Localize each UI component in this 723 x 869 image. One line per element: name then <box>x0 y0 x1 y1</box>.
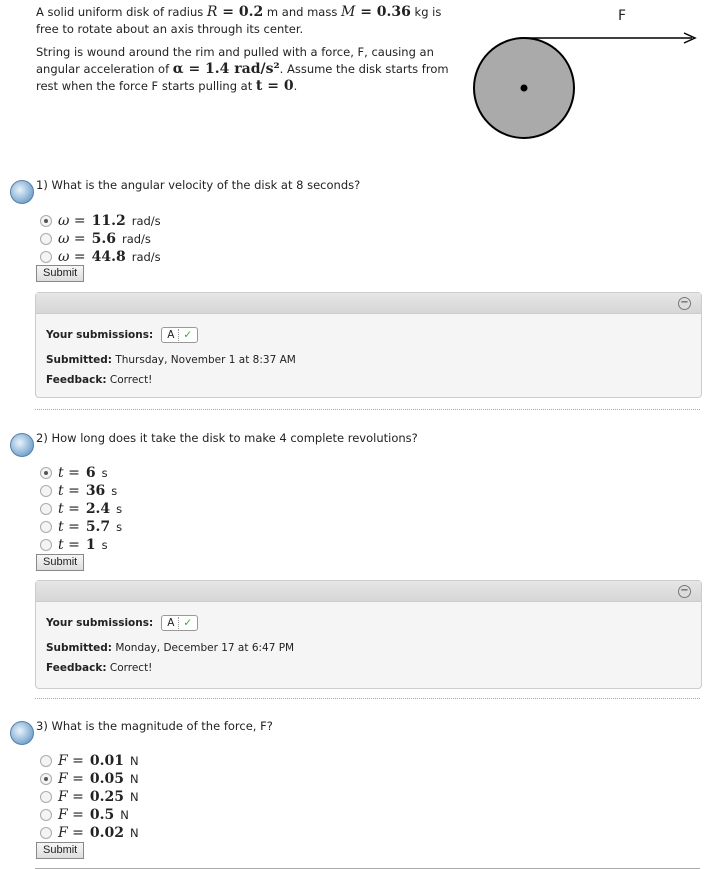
checkmark-icon: ✓ <box>178 329 192 341</box>
option-value: 5.7 <box>85 519 111 535</box>
question-text: 3) What is the magnitude of the force, F? <box>36 719 273 733</box>
feedback-text: Correct! <box>109 374 153 386</box>
force-label: F <box>618 8 627 24</box>
stopwatch-icon <box>10 180 34 204</box>
math-t: t = 0 <box>255 78 294 94</box>
option-value: 0.5 <box>89 807 115 823</box>
option-variable: t = <box>58 465 80 481</box>
option-variable: F = <box>58 753 84 769</box>
submission-panel <box>35 580 702 689</box>
intro-text: A solid uniform disk of radius <box>36 5 207 19</box>
option-variable: ω = <box>58 231 86 247</box>
option-value: 0.05 <box>89 771 125 787</box>
stopwatch-icon <box>10 721 34 745</box>
submitted-time: Monday, December 17 at 6:47 PM <box>115 642 295 654</box>
checkmark-icon: ✓ <box>178 617 192 629</box>
option-variable: F = <box>58 825 84 841</box>
answer-option[interactable] <box>40 824 139 842</box>
feedback-label: Feedback: <box>46 662 107 674</box>
stopwatch-icon <box>10 433 34 457</box>
answer-option[interactable] <box>40 518 122 536</box>
option-unit: rad/s <box>121 232 151 246</box>
panel-header <box>36 293 701 314</box>
intro-text: m and mass <box>263 5 341 19</box>
answer-option[interactable] <box>40 482 117 500</box>
submission-badge[interactable] <box>161 327 198 343</box>
option-variable: F = <box>58 789 84 805</box>
disk-diagram <box>460 0 723 150</box>
radio-button[interactable] <box>40 827 52 839</box>
radio-button[interactable] <box>40 755 52 767</box>
radio-button[interactable] <box>40 485 52 497</box>
math-alpha: α = 1.4 rad/s² <box>172 61 280 77</box>
disk-center <box>521 85 528 92</box>
option-value: 1 <box>85 537 96 553</box>
math-M: M <box>340 4 356 20</box>
option-value: 0.25 <box>89 789 125 805</box>
submitted-label: Submitted: <box>46 642 112 654</box>
submit-button[interactable]: Submit <box>36 265 84 282</box>
radio-button[interactable] <box>40 467 52 479</box>
answer-option[interactable] <box>40 752 139 770</box>
question-text: 2) How long does it take the disk to make 4 complete revolutions? <box>36 431 418 445</box>
option-value: 36 <box>85 483 106 499</box>
answer-option[interactable] <box>40 536 108 554</box>
radio-button[interactable] <box>40 503 52 515</box>
submissions-label: Your submissions: <box>46 617 154 629</box>
option-unit: N <box>120 808 129 822</box>
option-unit: s <box>101 538 108 552</box>
answer-option[interactable] <box>40 806 129 824</box>
submission-answer: A <box>167 617 175 629</box>
option-unit: s <box>111 484 118 498</box>
intro-text: . Assume the disk starts from rest when the force F starts pulling at <box>36 62 449 93</box>
submit-button[interactable]: Submit <box>36 554 84 571</box>
option-variable: ω = <box>58 213 86 229</box>
option-value: 5.6 <box>91 231 116 247</box>
radio-button[interactable] <box>40 773 52 785</box>
option-variable: ω = <box>58 249 86 265</box>
option-variable: F = <box>58 807 84 823</box>
option-unit: N <box>130 772 139 786</box>
option-variable: t = <box>58 537 80 553</box>
radio-button[interactable] <box>40 233 52 245</box>
math-R: R <box>206 4 218 20</box>
option-value: 0.01 <box>89 753 125 769</box>
problem-statement <box>36 4 456 101</box>
answer-option[interactable] <box>40 248 161 266</box>
radio-button[interactable] <box>40 521 52 533</box>
radio-button[interactable] <box>40 251 52 263</box>
feedback-text: Correct! <box>109 662 153 674</box>
intro-text: kg is free to rotate about an axis through its center. <box>36 5 442 36</box>
answer-option[interactable] <box>40 212 161 230</box>
submission-answer: A <box>167 329 175 341</box>
submissions-label: Your submissions: <box>46 329 154 341</box>
radio-button[interactable] <box>40 215 52 227</box>
answer-option[interactable] <box>40 230 151 248</box>
submitted-label: Submitted: <box>46 354 112 366</box>
collapse-icon[interactable]: − <box>678 297 691 310</box>
option-unit: N <box>130 754 139 768</box>
option-unit: s <box>116 520 123 534</box>
option-unit: s <box>101 466 108 480</box>
panel-header <box>36 581 701 602</box>
divider <box>35 409 700 410</box>
divider <box>35 698 700 699</box>
answer-option[interactable] <box>40 770 139 788</box>
option-unit: rad/s <box>131 250 161 264</box>
answer-option[interactable] <box>40 464 108 482</box>
math-R-value: = 0.2 <box>217 4 264 20</box>
option-variable: F = <box>58 771 84 787</box>
collapse-icon[interactable]: − <box>678 585 691 598</box>
option-value: 6 <box>85 465 96 481</box>
option-value: 11.2 <box>91 213 126 229</box>
submission-panel <box>35 292 702 398</box>
option-value: 0.02 <box>89 825 125 841</box>
submission-badge[interactable] <box>161 615 198 631</box>
option-variable: t = <box>58 501 80 517</box>
option-unit: s <box>116 502 123 516</box>
question-text: 1) What is the angular velocity of the disk at 8 seconds? <box>36 178 361 192</box>
option-unit: N <box>130 790 139 804</box>
option-variable: t = <box>58 519 80 535</box>
feedback-label: Feedback: <box>46 374 107 386</box>
math-M-value: = 0.36 <box>355 4 411 20</box>
option-unit: rad/s <box>131 214 161 228</box>
radio-button[interactable] <box>40 809 52 821</box>
option-value: 44.8 <box>91 249 126 265</box>
answer-option[interactable] <box>40 500 122 518</box>
option-variable: t = <box>58 483 80 499</box>
radio-button[interactable] <box>40 791 52 803</box>
intro-text: . <box>293 79 298 93</box>
radio-button[interactable] <box>40 539 52 551</box>
intro-text: String is wound around the rim and pulled with a force, F, causing an angular acceleration of <box>36 45 434 76</box>
answer-option[interactable] <box>40 788 139 806</box>
option-unit: N <box>130 826 139 840</box>
submit-button[interactable]: Submit <box>36 842 84 859</box>
option-value: 2.4 <box>85 501 111 517</box>
submitted-time: Thursday, November 1 at 8:37 AM <box>115 354 296 366</box>
